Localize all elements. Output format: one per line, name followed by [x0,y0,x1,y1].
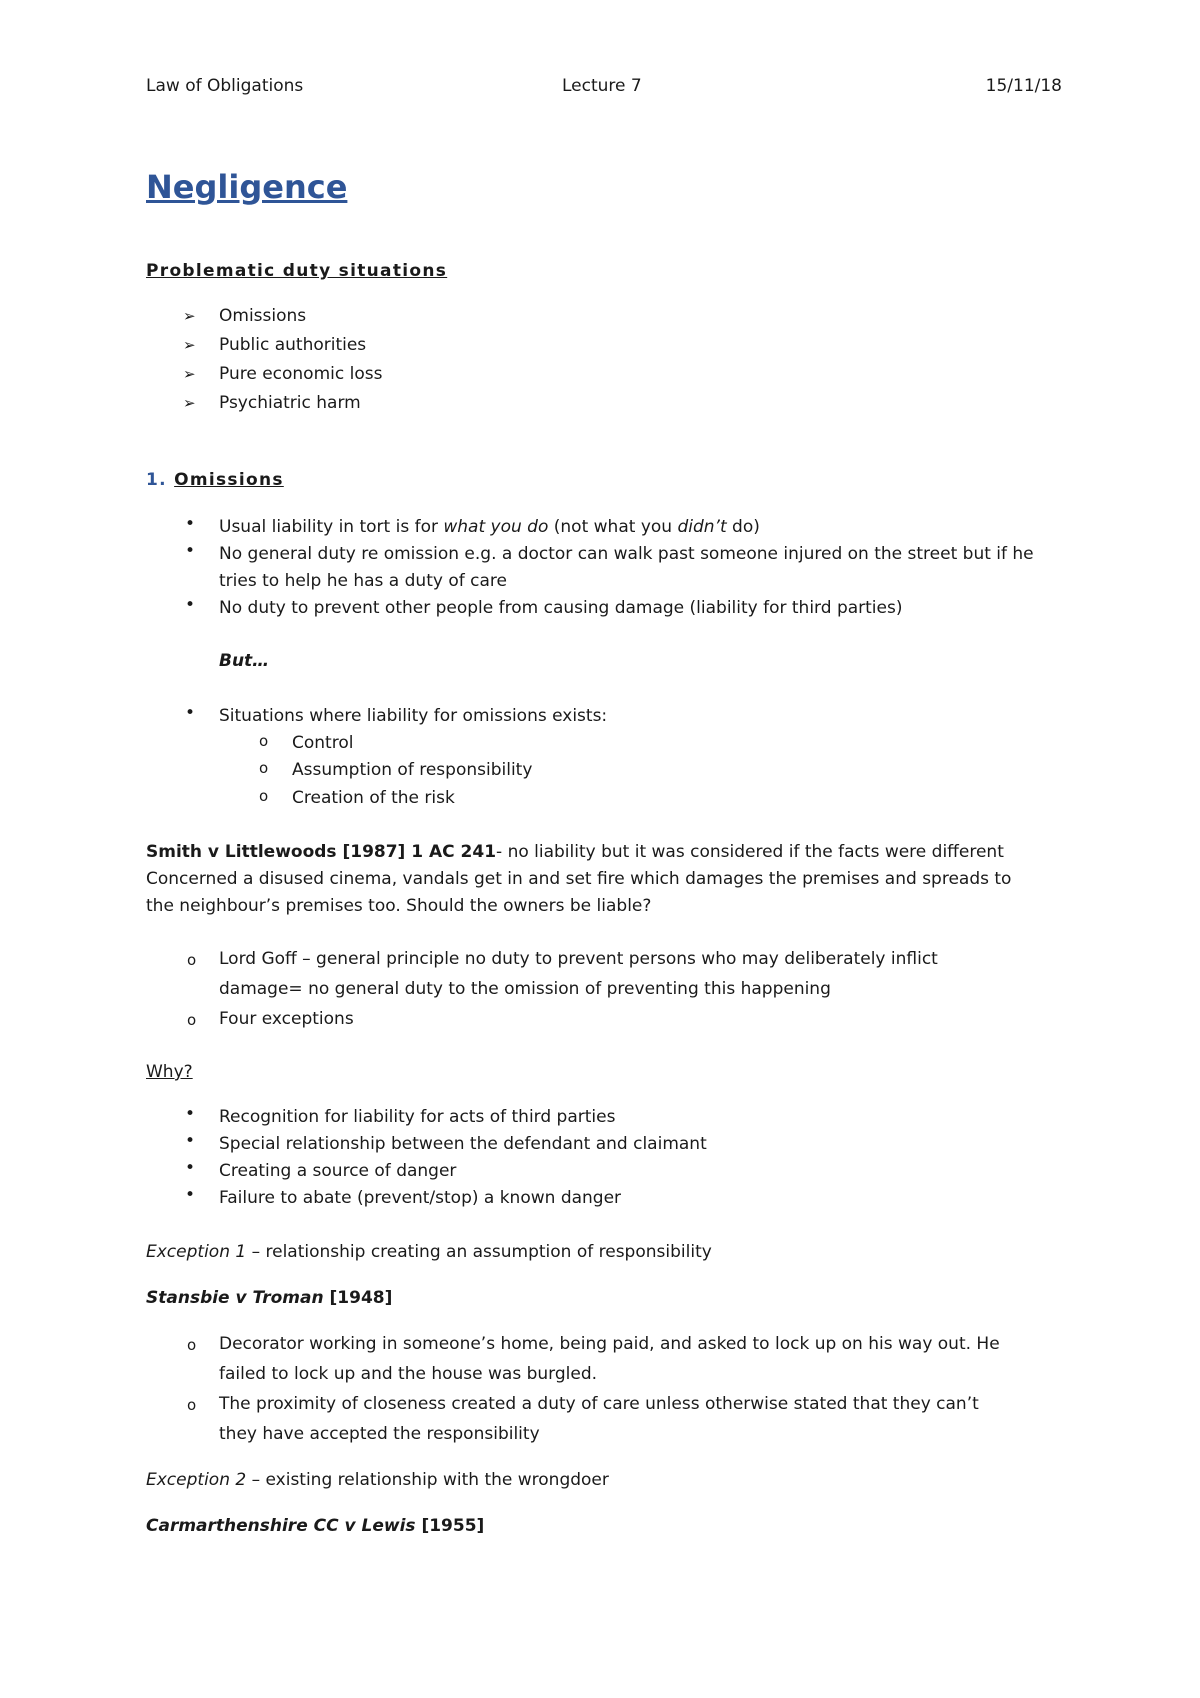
sub-bullet-icon: o [187,1011,197,1029]
sub-bullet-icon: o [187,951,197,969]
section-heading-omissions [146,470,284,490]
list-item: Public authorities [219,335,367,355]
case-citation: Smith v Littlewoods [1987] 1 AC 241 [146,842,497,862]
case-citation: Stansbie v Troman [1948] [146,1288,393,1308]
case-facts-line: the neighbour’s premises too. Should the owners be liable? [146,896,652,916]
sub-bullet-text: Creation of the risk [292,788,455,808]
sub-bullet-text: Control [292,733,354,753]
but-label: But… [219,651,270,671]
bullet-icon: • [185,541,196,561]
bullet-text: Situations where liability for omissions exists: [219,706,608,726]
section-heading-problematic: Problematic duty situations [146,261,448,281]
bullet-icon: • [185,595,196,615]
sub-bullet-text: Four exceptions [219,1009,354,1029]
list-item: Pure economic loss [219,364,383,384]
arrow-bullet-icon: ➢ [183,307,196,325]
sub-bullet-text: Lord Goff – general principle no duty to prevent persons who may deliberately inflict [219,949,938,969]
bullet-text: Special relationship between the defendant and claimant [219,1134,707,1154]
list-item: Psychiatric harm [219,393,361,413]
sub-bullet-text: Assumption of responsibility [292,760,533,780]
sub-bullet-icon: o [259,787,269,805]
why-heading: Why? [146,1062,193,1082]
bullet-text: Creating a source of danger [219,1161,457,1181]
list-item: Omissions [219,306,307,326]
sub-bullet-text: The proximity of closeness created a duty of care unless otherwise stated that they can’t [219,1394,979,1414]
sub-bullet-text: Decorator working in someone’s home, being paid, and asked to lock up on his way out. He [219,1334,1000,1354]
bullet-icon: • [185,703,196,723]
sub-bullet-icon: o [187,1336,197,1354]
bullet-text: No general duty re omission e.g. a doctor can walk past someone injured on the street but if he tries to help he has a duty of care [219,544,1034,591]
bullet-icon: • [185,1104,196,1124]
sub-bullet-icon: o [259,759,269,777]
header-course: Law of Obligations [146,76,304,96]
bullet-icon: • [185,1158,196,1178]
bullet-text: Failure to abate (prevent/stop) a known danger [219,1188,622,1208]
sub-bullet-icon: o [259,732,269,750]
page-header [146,76,1062,100]
arrow-bullet-icon: ➢ [183,336,196,354]
sub-bullet-text-cont: they have accepted the responsibility [219,1424,540,1444]
page-title: Negligence [146,168,348,206]
sub-bullet-text-cont: damage= no general duty to the omission of preventing this happening [219,979,831,999]
section-label: Omissions [174,470,284,490]
exception-1-line: Exception 1 – relationship creating an assumption of responsibility [146,1242,712,1262]
section-number: 1. [146,470,167,490]
header-lecture: Lecture 7 [562,76,642,96]
sub-bullet-icon: o [187,1396,197,1414]
bullet-icon: • [185,514,196,534]
case-facts-line: Concerned a disused cinema, vandals get in and set fire which damages the premises and spreads to [146,869,1012,889]
bullet-text: No duty to prevent other people from causing damage (liability for third parties) [219,598,903,618]
bullet-icon: • [185,1131,196,1151]
case-line: Smith v Littlewoods [1987] 1 AC 241- no liability but it was considered if the facts were different [146,842,1004,862]
bullet-text: Recognition for liability for acts of third parties [219,1107,616,1127]
bullet-icon: • [185,1185,196,1205]
bullet-text: Usual liability in tort is for what you do (not what you didn’t do) [219,517,760,537]
header-date: 15/11/18 [985,76,1062,96]
sub-bullet-text-cont: failed to lock up and the house was burgled. [219,1364,598,1384]
case-citation: Carmarthenshire CC v Lewis [1955] [146,1516,485,1536]
arrow-bullet-icon: ➢ [183,394,196,412]
arrow-bullet-icon: ➢ [183,365,196,383]
exception-2-line: Exception 2 – existing relationship with the wrongdoer [146,1470,609,1490]
